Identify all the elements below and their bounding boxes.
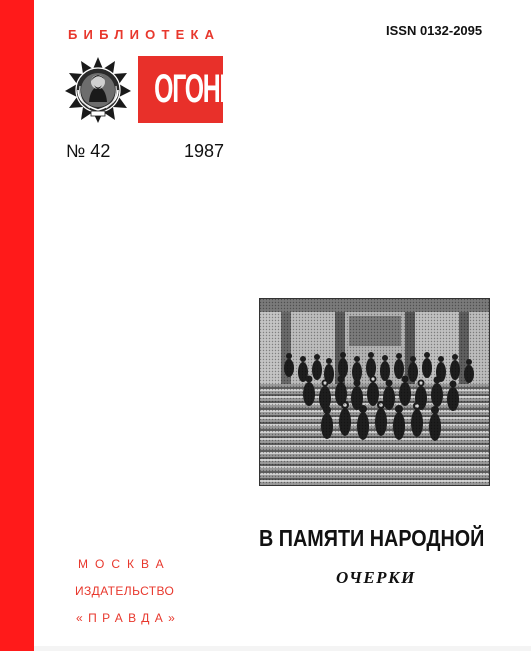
page-bottom-edge <box>34 646 531 651</box>
issue-year: 1987 <box>184 141 225 161</box>
order-of-lenin-icon <box>64 56 132 124</box>
series-label: БИБЛИОТЕКА <box>68 27 221 42</box>
publisher-city: МОСКВА <box>78 557 171 571</box>
issn-number: ISSN 0132-2095 <box>386 23 483 38</box>
ogonyok-logo <box>138 56 249 123</box>
publisher-line: ИЗДАТЕЛЬСТВО <box>75 584 175 598</box>
logo-text: ОГОНЁК <box>154 67 249 111</box>
book-subtitle: ОЧЕРКИ <box>336 568 416 587</box>
issue-number: № 42 <box>66 141 111 161</box>
red-spine-strip <box>0 0 34 651</box>
group-photo-on-steps <box>259 298 490 486</box>
publisher-name: «ПРАВДА» <box>76 611 181 625</box>
book-title: В ПАМЯТИ НАРОДНОЙ <box>259 525 485 551</box>
